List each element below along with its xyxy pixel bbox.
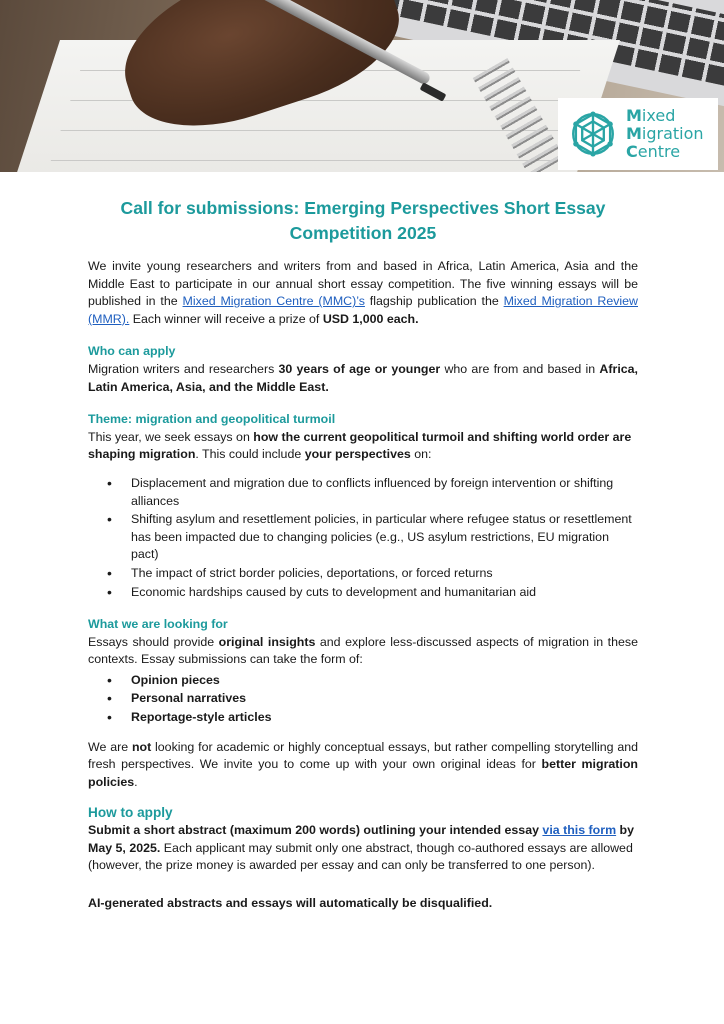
- not-looking-paragraph: We are not looking for academic or highly conceptual essays, but rather compelling storytelling and fresh perspectives. We invite you to come up with your own original ideas for better migration policies.: [88, 739, 638, 789]
- list-item: • Displacement and migration due to conflicts influenced by foreign intervention or shifting alliances: [88, 475, 638, 510]
- who-can-apply-heading: Who can apply: [88, 344, 176, 359]
- who-can-apply-paragraph: Migration writers and researchers 30 years of age or younger who are from and based in Africa, Latin America, Asia, and the Middle East.: [88, 361, 638, 394]
- list-item: • The impact of strict border policies, deportations, or forced returns: [88, 565, 638, 583]
- how-to-apply-heading: How to apply: [88, 805, 173, 821]
- theme-paragraph: This year, we seek essays on how the current geopolitical turmoil and shifting world order are shaping migration. This could include your perspectives on:: [88, 429, 632, 462]
- looking-for-paragraph: Essays should provide original insights and explore less-discussed aspects of migration in these contexts. Essay submissions can take the form of:: [88, 634, 638, 667]
- theme-heading: Theme: migration and geopolitical turmoil: [88, 412, 336, 427]
- list-item: • Reportage-style articles: [88, 709, 638, 727]
- list-item: • Economic hardships caused by cuts to development and humanitarian aid: [88, 584, 638, 602]
- essay-forms-list: [88, 672, 638, 727]
- mmc-link[interactable]: Mixed Migration Centre (MMC)’s: [182, 294, 365, 309]
- mmc-logo: [558, 98, 718, 170]
- ai-disqualification-note: AI-generated abstracts and essays will automatically be disqualified.: [88, 895, 493, 910]
- looking-for-heading: What we are looking for: [88, 617, 228, 632]
- mmr-link[interactable]: Mixed Migration Review (MMR).: [88, 294, 638, 326]
- mmc-logo-icon: [566, 107, 620, 161]
- intro-paragraph: We invite young researchers and writers from and based in Africa, Latin America, Asia and the Middle East to participate in our annual short essay competition. The five winning essays will be published in the Mixed Migration Centre (MMC)’s flagship publication the Mixed Migration Review (MMR). Each winner will receive a prize of USD 1,000 each.: [88, 259, 638, 326]
- page-title: Call for submissions: Emerging Perspectives Short Essay Competition 2025: [120, 198, 606, 243]
- application-form-link[interactable]: via this form: [542, 823, 617, 838]
- list-item: • Opinion pieces: [88, 672, 638, 690]
- list-item: • Personal narratives: [88, 690, 638, 708]
- list-item: • Shifting asylum and resettlement policies, in particular where refugee status or resettlement has been impacted due to changing policies (e.g., US asylum restrictions, EU migration pact): [88, 511, 638, 564]
- mmc-logo-wordmark: Mixed Migration Centre: [626, 106, 704, 161]
- document-body: [88, 196, 638, 912]
- theme-bullet-list: [88, 475, 638, 601]
- how-to-apply-paragraph: Submit a short abstract (maximum 200 words) outlining your intended essay via this form by May 5, 2025. Each applicant may submit only one abstract, though co-authored essays are allowed (however, the prize money is awarded per essay and can only be transferred to one person).: [88, 823, 635, 873]
- header-photo: [0, 0, 724, 172]
